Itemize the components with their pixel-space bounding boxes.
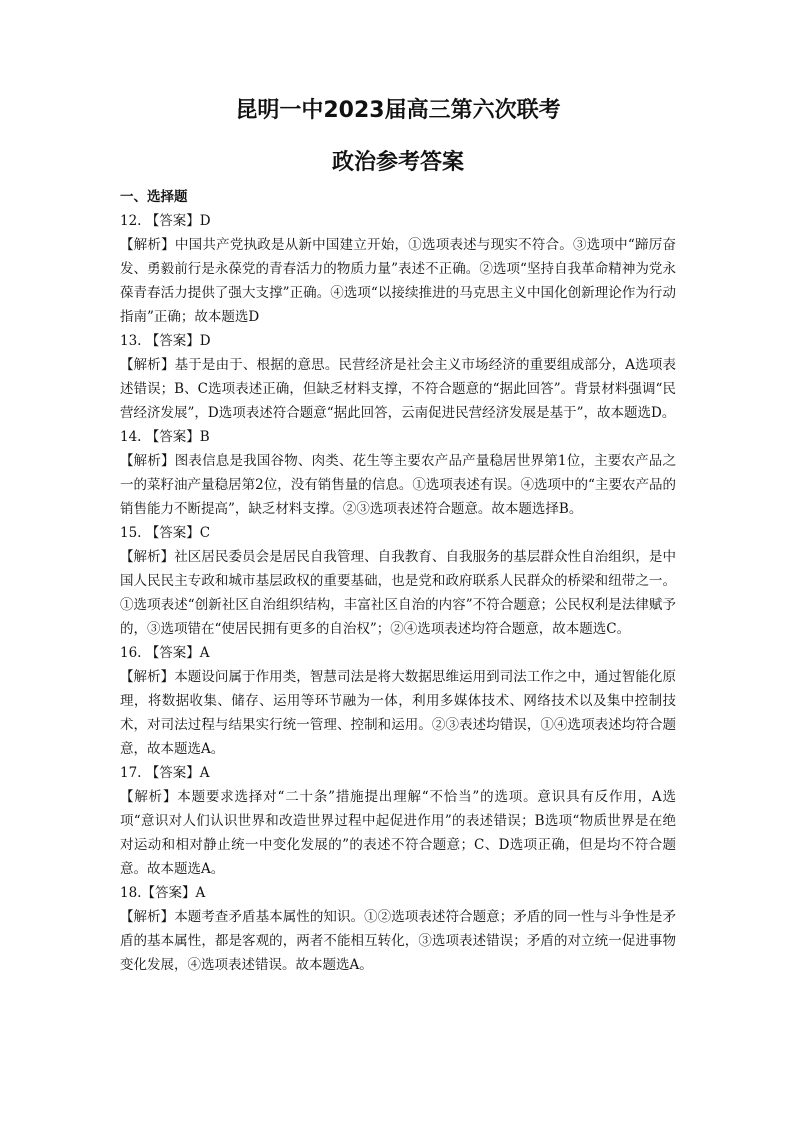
question-16 <box>120 641 676 761</box>
answer-line: 15. 【答案】C <box>120 525 211 541</box>
answer-line: 14. 【答案】B <box>120 429 210 445</box>
document-title: 昆明一中2023届高三第六次联考 <box>235 98 561 123</box>
answer-line: 18.【答案】A <box>120 885 206 901</box>
answer-line: 13. 【答案】D <box>120 333 211 349</box>
question-13 <box>120 329 676 425</box>
question-12 <box>120 209 676 329</box>
document-subtitle: 政治参考答案 <box>331 150 464 175</box>
section-title: 一、选择题 <box>120 189 188 205</box>
answer-line: 16. 【答案】A <box>120 645 210 661</box>
question-17 <box>120 761 676 881</box>
answer-line: 17. 【答案】A <box>120 765 210 781</box>
explanation-paragraph: 【解析】本题要求选择对“二十条”措施提出理解“不恰当”的选项。意识具有反作用，A选项“意识对人们认识世界和改造世界过程中起促进作用”的表述错误；B选项“物质世界是在绝对运动和相对静止统一中变化发展的”的表述不符合题意；C、D选项正确，但是均不符合题意。故本题选A。 <box>120 789 676 877</box>
question-18 <box>120 881 676 977</box>
question-14 <box>120 425 676 521</box>
explanation-paragraph: 【解析】中国共产党执政是从新中国建立开始，①选项表述与现实不符合。③选项中“蹄厉奋发、勇毅前行是永葆党的青春活力的物质力量”表述不正确。②选项“坚持自我革命精神为党永葆青春活力提供了强大支撑”正确。④选项“以接续推进的马克思主义中国化创新理论作为行动指南”正确；故本题选D <box>120 237 676 325</box>
explanation-paragraph: 【解析】本题设问属于作用类，智慧司法是将大数据思维运用到司法工作之中，通过智能化原理，将数据收集、储存、运用等环节融为一体，利用多媒体技术、网络技术以及集中控制技术，对司法过程与结果实行统一管理、控制和运用。②③表述均错误，①④选项表述均符合题意，故本题选A。 <box>120 669 676 757</box>
explanation-paragraph: 【解析】社区居民委员会是居民自我管理、自我教育、自我服务的基层群众性自治组织，是中国人民民主专政和城市基层政权的重要基础，也是党和政府联系人民群众的桥梁和纽带之一。①选项表述“创新社区自治组织结构，丰富社区自治的内容”不符合题意；公民权利是法律赋予的，③选项错在“使居民拥有更多的自治权”；②④选项表述均符合题意，故本题选C。 <box>120 549 676 637</box>
answer-line: 12. 【答案】D <box>120 213 211 229</box>
explanation-paragraph: 【解析】基于是由于、根据的意思。民营经济是社会主义市场经济的重要组成部分，A选项表述错误；B、C选项表述正确，但缺乏材料支撑，不符合题意的“据此回答”。背景材料强调“民营经济发展”，D选项表述符合题意“据此回答，云南促进民营经济发展是基于”，故本题选D。 <box>120 357 676 421</box>
question-15 <box>120 521 676 641</box>
explanation-paragraph: 【解析】图表信息是我国谷物、肉类、花生等主要农产品产量稳居世界第1位，主要农产品之一的菜籽油产量稳居第2位，没有销售量的信息。①选项表述有误。④选项中的“主要农产品的销售能力不断提高”，缺乏材料支撑。②③选项表述符合题意。故本题选择B。 <box>120 453 676 517</box>
explanation-paragraph: 【解析】本题考查矛盾基本属性的知识。①②选项表述符合题意；矛盾的同一性与斗争性是矛盾的基本属性，都是客观的，两者不能相互转化，③选项表述错误；矛盾的对立统一促进事物变化发展，④选项表述错误。故本题选A。 <box>120 909 676 973</box>
answer-document <box>120 95 676 977</box>
